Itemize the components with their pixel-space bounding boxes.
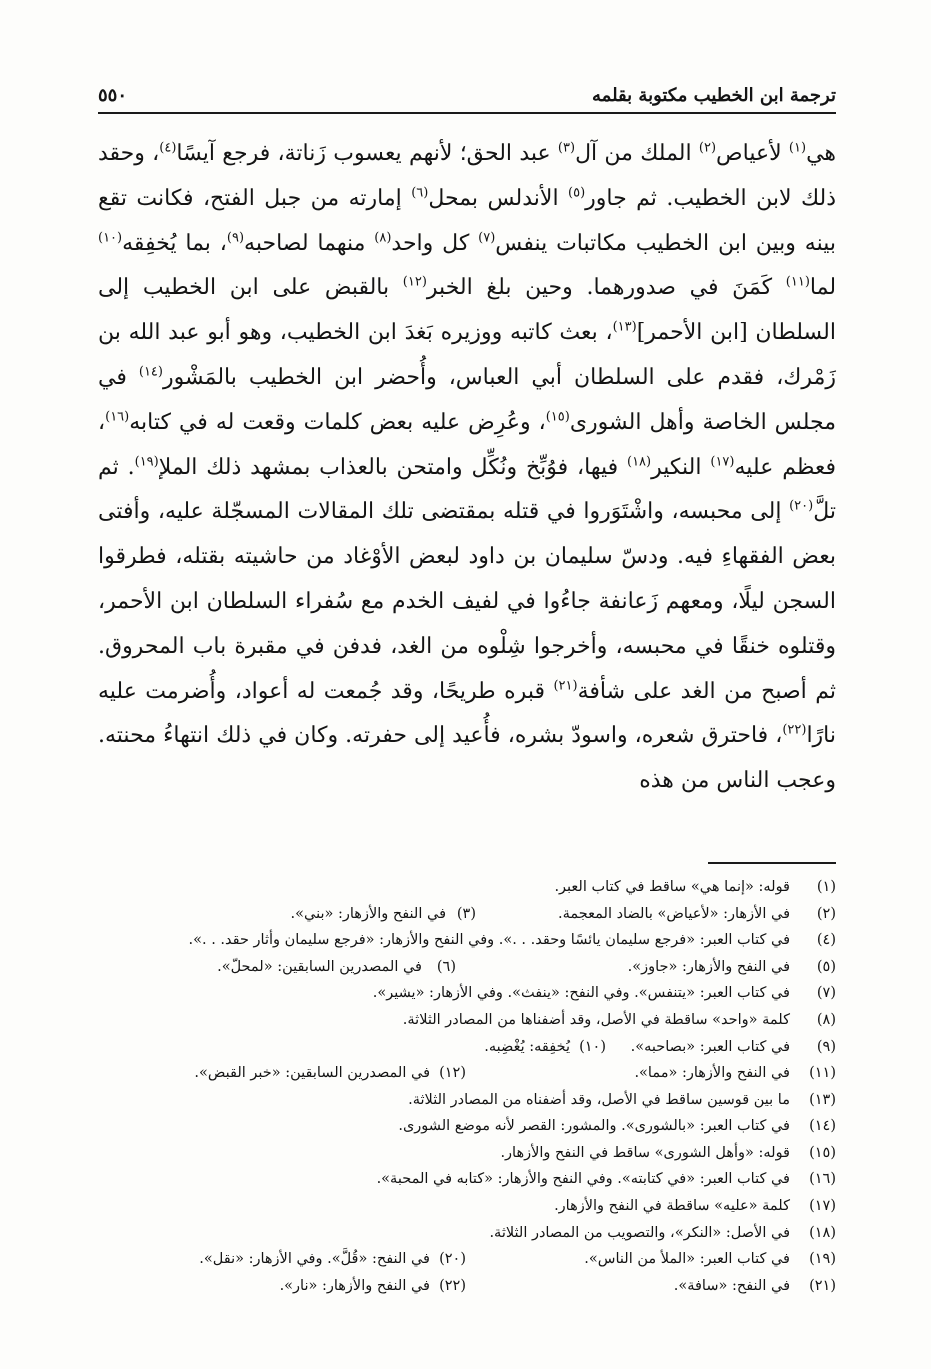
- footnote-ref: (١٨): [626, 454, 652, 470]
- footnote-ref: (١٣): [612, 319, 637, 335]
- body-text-run: . ثم تلَّ: [98, 454, 836, 525]
- footnote-ref: (٢١): [553, 678, 578, 694]
- footnote: (١٦) في كتاب العبر: «في كتابته». وفي النفح والأزهار: «كتابه في المحبة».: [376, 1171, 836, 1188]
- footnote-ref: (٢٢): [782, 723, 807, 739]
- footnote: (٢٠) في النفح: «قُلَّ». وفي الأزهار: «نقل».: [199, 1251, 466, 1268]
- footnote: (٨) كلمة «واحد» ساقطة في الأصل، وقد أضفناها من المصادر الثلاثة.: [402, 1011, 836, 1028]
- footnote: (٢١) في النفح: «سافة».: [673, 1277, 836, 1294]
- body-text-run: كل واحد: [391, 230, 479, 256]
- footnote: (١٤) في كتاب العبر: «بالشورى». والمشور: القصر لأنه موضع الشورى.: [398, 1118, 836, 1135]
- page-number: ٥٥٠: [98, 85, 128, 106]
- footnote-ref: (١١): [785, 275, 810, 291]
- footnote: (١٠) يُخفِقه: يُغْضِبه.: [484, 1038, 606, 1055]
- footnote-ref: (٤): [159, 140, 177, 156]
- footnote-ref: (٢): [698, 140, 717, 156]
- footnote-ref: (١٠): [98, 230, 123, 246]
- footnote: (٧) في كتاب العبر: «يتنفس». وفي النفح: «ينفث». وفي الأزهار: «يشير».: [372, 985, 836, 1002]
- body-text-run: ، فعظم عليه: [98, 409, 837, 480]
- body-text-run: عبد الحق؛ لأنهم يعسوب زَناتة، فرجع آيسًا: [176, 141, 558, 166]
- footnote: (٥) في النفح والأزهار: «جاوز».: [627, 958, 836, 975]
- footnote: (٦) في المصدرين السابقين: «لمحلّ».: [217, 958, 456, 975]
- body-text-run: في مجلس الخاصة وأهل الشورى: [98, 364, 836, 435]
- body-text-run: إلى محبسه، واشْتَوَروا في قتله بمقتضى تلك المقالات المسجّلة عليه، وأفتى بعض الفقهاءِ فيه. ودسّ سليمان بن داود لبعض الأوْغاد من حاشيته بقتله، فطرقوا السجن ليلًا، ومعهم زَعانفة جاءُوا في لفيف الخدم مع سُفراء السلطان ابن الأحمر، وقتلوه خنقًا في محبسه، وأخرجوا شِلْوه من الغد، فدفن في مقبرة باب المحروق. ثم أصبح من الغد على شأفة: [98, 499, 836, 704]
- footnote: (٢٢) في النفح والأزهار: «نار».: [279, 1277, 466, 1294]
- footnote: (١٨) في الأصل: «النكر»، والتصويب من المصادر الثلاثة.: [489, 1224, 836, 1241]
- footnote: (١١) في النفح والأزهار: «مما».: [634, 1065, 836, 1082]
- body-text-run: لما: [809, 275, 837, 301]
- footnotes: [98, 874, 836, 1300]
- footnote: (١) قوله: «إنما هي» ساقط في كتاب العبر.: [554, 878, 836, 895]
- body-text-run: ، بعث كاتبه ووزيره بَغدَ ابن الخطيب، وهو أبو عبد الله بن زَمْرك، فقدم على السلطان أبي العباس، وأُحضر ابن الخطيب بالمَشْور: [98, 320, 836, 390]
- footnote: (٢) في الأزهار: «لأعياض» بالضاد المعجمة.: [558, 905, 836, 922]
- body-text-run: ، وعُرِض عليه بعض كلمات وقعت له في كتابه: [129, 409, 546, 435]
- footnote: (٣) في النفح والأزهار: «بني».: [290, 905, 476, 922]
- body-paragraph: [98, 132, 836, 804]
- footnote: (١٩) في كتاب العبر: «الملأ من الناس».: [584, 1251, 836, 1268]
- body-text-run: فيها، فوُبِّخ ونُكِّل وامتحن بالعذاب بمشهد ذلك الملإ: [158, 454, 627, 480]
- body-text-run: لأعياص: [716, 141, 789, 166]
- footnote: (١٢) في المصدرين السابقين: «خبر القبض».: [194, 1065, 466, 1082]
- footnote-ref: (٦): [411, 185, 429, 201]
- footnote-ref: (٥): [568, 185, 586, 201]
- footnote: (١٥) قوله: «وأهل الشورى» ساقط في النفح والأزهار.: [500, 1144, 836, 1161]
- footnote-ref: (١٤): [138, 364, 163, 380]
- footnote: (٩) في كتاب العبر: «بصاحبه».: [630, 1038, 836, 1055]
- footnote-ref: (١٦): [105, 409, 130, 425]
- body-text-run: منهما لصاحبه: [244, 230, 375, 256]
- body-text-run: كَمَنَ في صدورهما. وحين بلغ الخبر: [426, 275, 786, 301]
- footnote-ref: (١٥): [545, 409, 570, 425]
- footnote: (٤) في كتاب العبر: «فرجع سليمان يائسًا وحقد. . .». وفي النفح والأزهار: «فرجع سليمان وأثار حقد. . .».: [188, 932, 836, 949]
- body-text-run: الأندلس بمحل: [428, 185, 569, 211]
- header-rule: [98, 112, 836, 114]
- footnote-ref: (٧): [478, 230, 496, 246]
- running-title: ترجمة ابن الخطيب مكتوبة بقلمه: [592, 85, 836, 106]
- body-text-run: هي: [806, 141, 837, 166]
- body-text-run: بالقبض على ابن الخطيب إلى السلطان [ابن الأحمر]: [98, 275, 836, 346]
- footnote: (١٧) كلمة «عليه» ساقطة في النفح والأزهار.: [554, 1198, 836, 1215]
- footnote-ref: (١٩): [134, 454, 159, 470]
- footnote-ref: (٣): [557, 140, 576, 156]
- body-text-run: إمارته من جبل الفتح، فكانت تقع بينه وبين ابن الخطيب مكاتبات ينفس: [98, 185, 836, 256]
- body-text-run: قبره طريحًا، وقد جُمعت له أعواد، وأُضرمت عليه نارًا: [98, 678, 836, 749]
- body-text-run: الملك من آل: [575, 141, 699, 166]
- footnote: (١٣) ما بين قوسين ساقط في الأصل، وقد أضفناه من المصادر الثلاثة.: [408, 1091, 836, 1108]
- body-text-run: النكير: [651, 454, 711, 480]
- footnote-ref: (١٢): [402, 275, 427, 291]
- book-page: [98, 72, 836, 1352]
- footnote-ref: (٩): [226, 230, 245, 246]
- footnote-ref: (٨): [374, 230, 392, 246]
- footnote-ref: (٢٠): [789, 499, 814, 515]
- footnote-ref: (١): [788, 140, 807, 156]
- body-text-run: ، وحقد ذلك لابن الخطيب. ثم جاور: [98, 141, 837, 211]
- footnote-ref: (١٧): [710, 454, 735, 470]
- body-text-run: ، فاحترق شعره، واسودّ بشره، فأُعيد إلى حفرته. وكان في ذلك انتهاءُ محنته. وعجب الناس من هذه: [98, 723, 836, 794]
- page-header: [98, 72, 836, 106]
- body-text-run: ، بما يُخفِقه: [122, 230, 227, 256]
- footnote-separator: [708, 862, 836, 864]
- main-text: [98, 132, 836, 804]
